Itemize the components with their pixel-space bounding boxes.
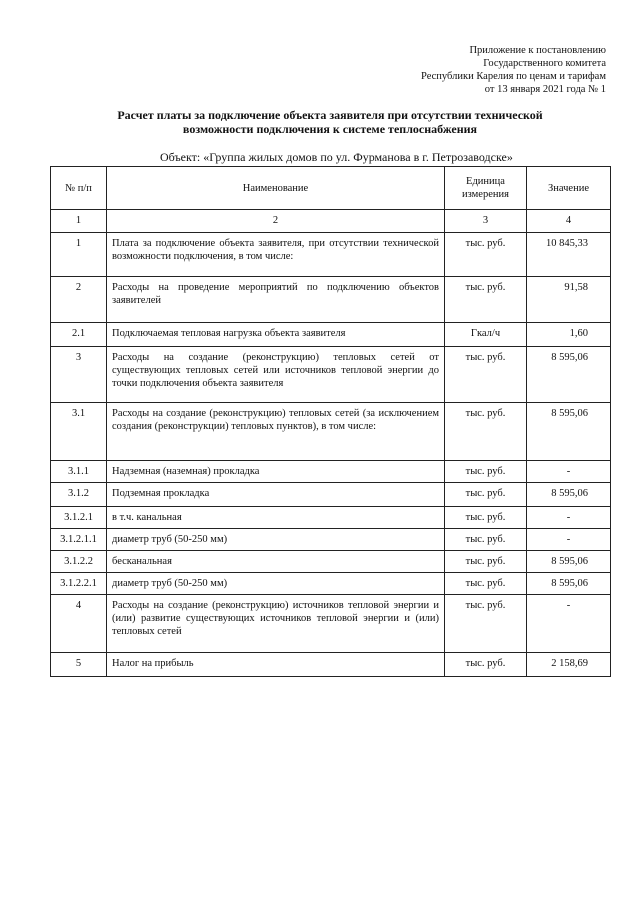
table-row [51, 347, 611, 403]
row-num: 4 [51, 595, 107, 653]
table-row [51, 653, 611, 677]
appendix-note [421, 44, 606, 96]
row-value: 8 595,06 [527, 573, 611, 595]
row-name: Подключаемая тепловая нагрузка объекта заявителя [107, 323, 445, 347]
row-value: 8 595,06 [527, 551, 611, 573]
table-row [51, 551, 611, 573]
row-value: - [527, 595, 611, 653]
row-num: 3.1.1 [51, 461, 107, 483]
row-num: 3.1 [51, 403, 107, 461]
row-value: 8 595,06 [527, 403, 611, 461]
table-row [51, 507, 611, 529]
table-row [51, 323, 611, 347]
table-row [51, 573, 611, 595]
index-cell: 4 [527, 210, 611, 233]
row-unit: тыс. руб. [445, 277, 527, 323]
row-name: Расходы на создание (реконструкцию) тепловых сетей (за исключением создания (реконструкции) тепловых пунктов), в том числе: [107, 403, 445, 461]
row-num: 1 [51, 233, 107, 277]
table-row [51, 483, 611, 507]
row-num: 5 [51, 653, 107, 677]
appendix-line-3: Республики Карелия по ценам и тарифам [421, 71, 606, 82]
row-value: 8 595,06 [527, 483, 611, 507]
row-name: Налог на прибыль [107, 653, 445, 677]
appendix-line-4: от 13 января 2021 года № 1 [484, 84, 606, 95]
row-name: Подземная прокладка [107, 483, 445, 507]
index-cell: 1 [51, 210, 107, 233]
index-cell: 3 [445, 210, 527, 233]
row-unit: тыс. руб. [445, 653, 527, 677]
table-row [51, 529, 611, 551]
row-value: 8 595,06 [527, 347, 611, 403]
row-num: 3.1.2.2 [51, 551, 107, 573]
row-unit: тыс. руб. [445, 595, 527, 653]
row-value: - [527, 529, 611, 551]
row-unit: тыс. руб. [445, 347, 527, 403]
row-num: 3.1.2.1.1 [51, 529, 107, 551]
row-num: 3.1.2.2.1 [51, 573, 107, 595]
row-unit: Гкал/ч [445, 323, 527, 347]
header-num: № п/п [51, 167, 107, 210]
row-name: Расходы на создание (реконструкцию) тепловых сетей от существующих тепловых сетей или источников тепловой энергии до точки подключения объекта заявителя [107, 347, 445, 403]
row-name: Расходы на создание (реконструкцию) источников тепловой энергии и (или) развитие существующих источников тепловой энергии и (или) тепловых сетей [107, 595, 445, 653]
row-num: 3 [51, 347, 107, 403]
row-value: - [527, 507, 611, 529]
table-row [51, 403, 611, 461]
row-value: 1,60 [527, 323, 611, 347]
row-name: в т.ч. канальная [107, 507, 445, 529]
table-index-row [51, 210, 611, 233]
row-unit: тыс. руб. [445, 551, 527, 573]
row-name: Плата за подключение объекта заявителя, при отсутствии технической возможности подключения, в том числе: [107, 233, 445, 277]
row-unit: тыс. руб. [445, 529, 527, 551]
row-name: бесканальная [107, 551, 445, 573]
index-cell: 2 [107, 210, 445, 233]
table-row [51, 233, 611, 277]
table-header-row [51, 167, 611, 210]
row-unit: тыс. руб. [445, 483, 527, 507]
table-row [51, 277, 611, 323]
header-value: Значение [527, 167, 611, 210]
title-line-2: возможности подключения к системе теплоснабжения [182, 122, 478, 136]
row-num: 3.1.2.1 [51, 507, 107, 529]
row-name: Надземная (наземная) прокладка [107, 461, 445, 483]
header-name: Наименование [107, 167, 445, 210]
row-unit: тыс. руб. [445, 233, 527, 277]
row-value: 91,58 [527, 277, 611, 323]
row-unit: тыс. руб. [445, 461, 527, 483]
object-caption: Объект: «Группа жилых домов по ул. Фурманова в г. Петрозаводске» [160, 150, 513, 164]
appendix-line-1: Приложение к постановлению [469, 45, 606, 56]
row-unit: тыс. руб. [445, 507, 527, 529]
row-value: - [527, 461, 611, 483]
row-name: диаметр труб (50-250 мм) [107, 573, 445, 595]
appendix-line-2: Государственного комитета [483, 58, 606, 69]
row-num: 2.1 [51, 323, 107, 347]
row-num: 3.1.2 [51, 483, 107, 507]
header-unit: Единица измерения [445, 167, 527, 210]
table-row [51, 461, 611, 483]
row-num: 2 [51, 277, 107, 323]
title-line-1: Расчет платы за подключение объекта заявителя при отсутствии технической [117, 108, 543, 122]
row-name: Расходы на проведение мероприятий по подключению объектов заявителей [107, 277, 445, 323]
row-name: диаметр труб (50-250 мм) [107, 529, 445, 551]
row-value: 10 845,33 [527, 233, 611, 277]
calculation-table [50, 166, 611, 677]
row-unit: тыс. руб. [445, 403, 527, 461]
row-unit: тыс. руб. [445, 573, 527, 595]
table-row [51, 595, 611, 653]
document-title [60, 108, 600, 136]
row-value: 2 158,69 [527, 653, 611, 677]
